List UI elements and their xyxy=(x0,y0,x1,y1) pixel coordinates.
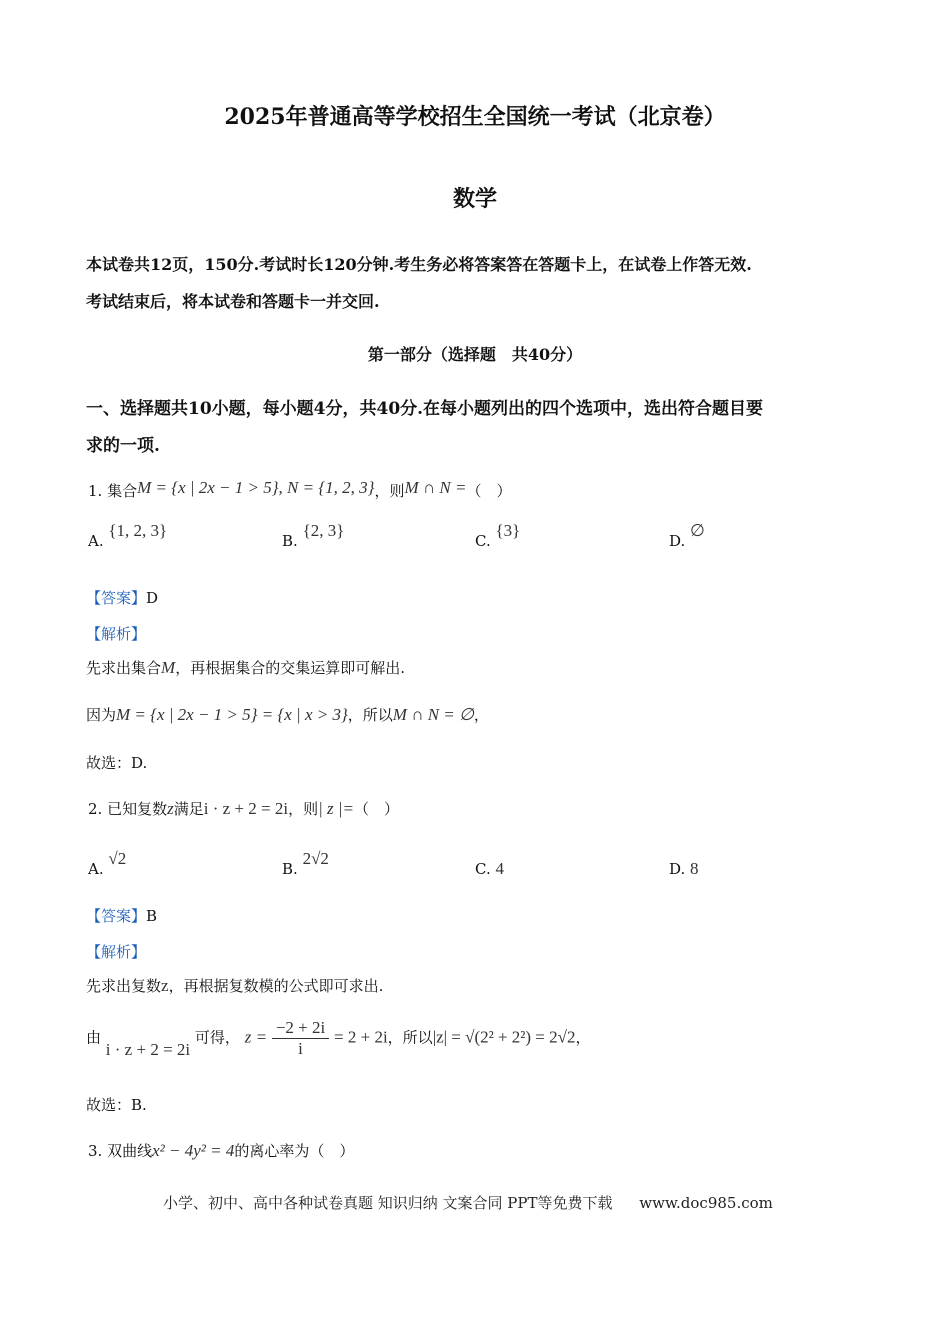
q2-option-a xyxy=(88,849,127,879)
q1-ask-math: M ∩ N = xyxy=(404,478,467,497)
q2-analysis-tag xyxy=(86,941,146,962)
option-label: A. xyxy=(88,860,104,878)
text: 3. 双曲线 xyxy=(88,1142,153,1160)
text: 故选： xyxy=(86,1096,132,1114)
option-label: A. xyxy=(88,532,104,550)
math-var: z xyxy=(167,799,174,818)
option-math: {2, 3} xyxy=(302,521,345,540)
math-expr: z = xyxy=(244,1027,268,1047)
text: 由 xyxy=(86,1028,102,1047)
instructions-line-2: 考试结束后，将本试卷和答题卡一并交回. xyxy=(86,292,380,311)
text: ，再根据复数模的公式即可求出. xyxy=(168,977,384,995)
q2-option-d xyxy=(669,859,699,879)
option-label: B. xyxy=(282,532,298,550)
option-label: C. xyxy=(475,860,491,878)
option-label: D. xyxy=(669,860,686,878)
q2-answer xyxy=(86,905,157,926)
q2-option-b xyxy=(282,849,329,879)
q1-answer-value: D xyxy=(146,589,159,607)
text: 的离心率为（ ） xyxy=(234,1142,355,1160)
q1-option-c xyxy=(475,521,521,551)
question-1-stem xyxy=(88,478,511,501)
text: 故选： xyxy=(86,754,132,772)
text: B. xyxy=(131,1096,147,1114)
text: （ ） xyxy=(354,800,400,818)
math-expr: = 2 + 2i xyxy=(334,1027,388,1047)
footer-url[interactable]: www.doc985.com xyxy=(639,1194,773,1212)
math-expr: i · z + 2 = 2i xyxy=(105,1039,191,1059)
q1-option-a xyxy=(88,521,168,551)
instructions-line-1: 本试卷共12页，150分.考试时长120分钟.考生务必将答案答在答题卡上，在试卷上作答无效. xyxy=(86,255,752,274)
q1-analysis-tag xyxy=(86,623,146,644)
q1-analysis-line xyxy=(86,657,405,678)
subject-title: 数学 xyxy=(452,186,497,212)
option-label: D. xyxy=(669,532,686,550)
q1-conclusion xyxy=(86,752,147,773)
text: D. xyxy=(131,754,148,772)
q1-mid: ，则 xyxy=(374,482,405,500)
q1-option-d xyxy=(669,521,705,551)
text: 2. 已知复数 xyxy=(88,800,168,818)
q1-option-b xyxy=(282,521,345,551)
text: 因为 xyxy=(86,706,117,724)
text: ，所以 xyxy=(387,1028,433,1047)
text: ， xyxy=(473,706,489,724)
math-expr: x² − 4y² = 4 xyxy=(152,1141,235,1160)
text: ， xyxy=(575,1028,591,1047)
math-var: z xyxy=(161,976,169,995)
text: 先求出集合 xyxy=(86,659,162,677)
text: 可得， xyxy=(194,1028,240,1047)
question-3-stem xyxy=(88,1140,354,1161)
analysis-tag: 【解析】 xyxy=(86,943,147,961)
option-label: B. xyxy=(282,860,298,878)
text: 先求出复数 xyxy=(86,977,162,995)
math-expr: M ∩ N = ∅ xyxy=(392,705,474,724)
text: 满足 xyxy=(173,800,204,818)
answer-tag: 【答案】 xyxy=(86,907,147,925)
q2-option-c xyxy=(475,859,504,879)
q1-answer xyxy=(86,587,158,608)
part1-title: 第一部分（选择题 共40分） xyxy=(367,345,583,364)
text: ，则 xyxy=(288,800,319,818)
math-expr: i · z + 2 = 2i xyxy=(203,799,289,818)
q2-analysis-line xyxy=(86,975,383,996)
option-math: ∅ xyxy=(690,521,705,540)
q1-stem-math: M = {x | 2x − 1 > 5}, N = {1, 2, 3} xyxy=(137,478,375,497)
q1-prefix: 1. 集合 xyxy=(88,482,138,500)
option-math: 8 xyxy=(690,859,699,878)
option-math: {1, 2, 3} xyxy=(108,521,168,540)
option-math: {3} xyxy=(495,521,521,540)
analysis-tag: 【解析】 xyxy=(86,625,147,643)
fraction xyxy=(272,1018,329,1059)
option-math: 4 xyxy=(495,859,504,878)
math-var: M xyxy=(161,658,176,677)
q1-solution-line xyxy=(86,704,489,725)
exam-title: 2025年普通高等学校招生全国统一考试（北京卷） xyxy=(224,104,726,130)
q2-answer-value: B xyxy=(146,907,158,925)
footer xyxy=(163,1192,773,1213)
text: ，再根据集合的交集运算即可解出. xyxy=(175,659,405,677)
q1-paren: （ ） xyxy=(466,482,512,500)
math-expr: | z |= xyxy=(318,799,355,818)
question-2-stem xyxy=(88,798,399,819)
fraction-numerator: −2 + 2i xyxy=(272,1018,329,1039)
footer-text: 小学、初中、高中各种试卷真题 知识归纳 文案合同 PPT等免费下载 xyxy=(163,1194,613,1212)
section-instructions-line-2: 求的一项. xyxy=(86,436,160,456)
answer-tag: 【答案】 xyxy=(86,589,147,607)
text: ，所以 xyxy=(347,706,393,724)
option-math: 2√2 xyxy=(302,849,329,868)
option-label: C. xyxy=(475,532,491,550)
section-instructions-line-1: 一、选择题共10小题，每小题4分，共40分.在每小题列出的四个选项中，选出符合题目要 xyxy=(86,399,764,419)
option-math: √2 xyxy=(108,849,127,868)
q2-conclusion xyxy=(86,1094,147,1115)
q2-solution-line xyxy=(86,1018,591,1059)
math-expr: |z| = √(2² + 2²) = 2√2 xyxy=(432,1027,576,1047)
math-expr: M = {x | 2x − 1 > 5} = {x | x > 3} xyxy=(116,705,348,724)
fraction-denominator: i xyxy=(298,1039,303,1058)
